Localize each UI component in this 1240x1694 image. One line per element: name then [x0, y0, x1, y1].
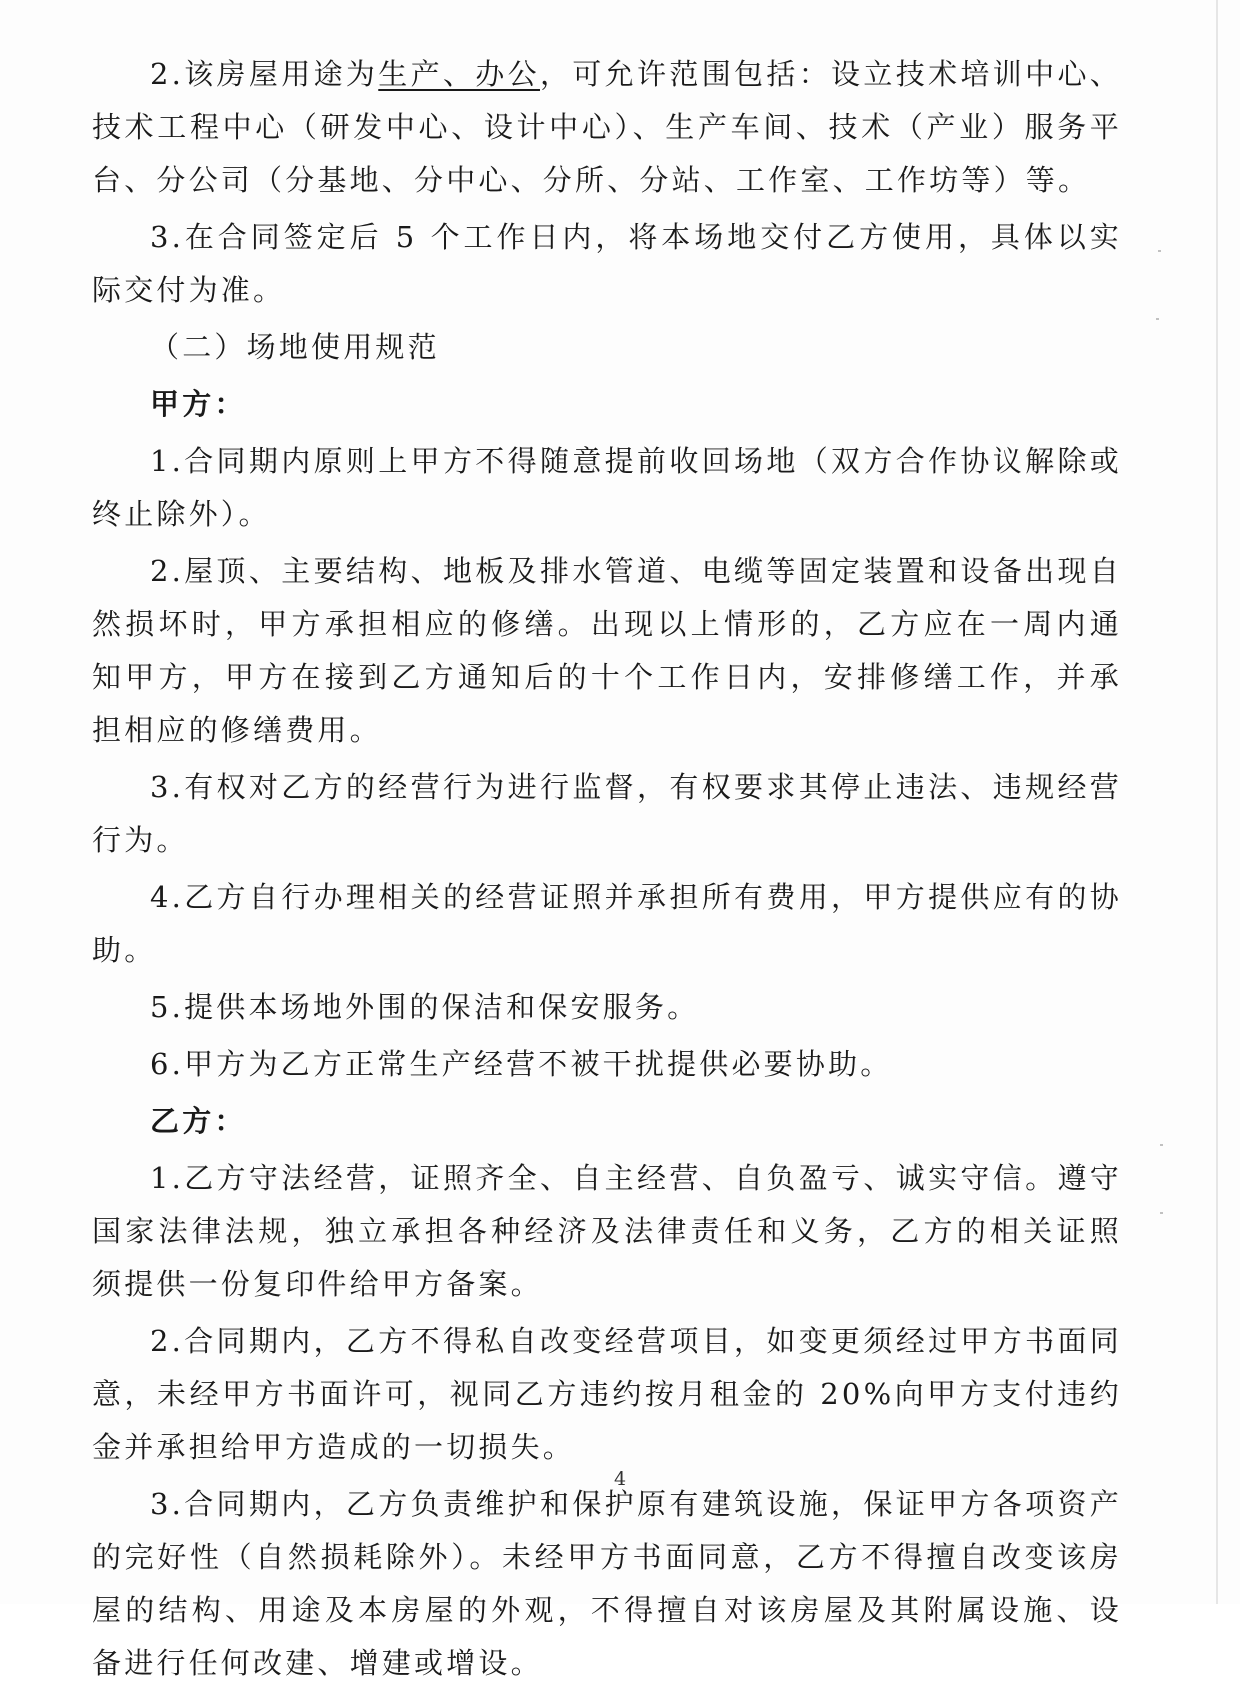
party-a-item-3: 3.有权对乙方的经营行为进行监督，有权要求其停止违法、违规经营行为。: [92, 770, 1122, 857]
party-a-item-2: 2.屋顶、主要结构、地板及排水管道、电缆等固定装置和设备出现自然损坏时，甲方承担相应的修缮。出现以上情形的，乙方应在一周内通知甲方，甲方在接到乙方通知后的十个工作日内，安排修缮工作，并承担相应的修缮费用。: [92, 554, 1122, 747]
paragraph-delivery: 3.在合同签定后 5 个工作日内，将本场地交付乙方使用，具体以实际交付为准。: [92, 220, 1122, 307]
party-b-item-2: 2.合同期内，乙方不得私自改变经营项目，如变更须经过甲方书面同意，未经甲方书面许可，视同乙方违约按月租金的 20%向甲方支付违约金并承担给甲方造成的一切损失。: [92, 1324, 1122, 1464]
party-a-item-6: 6.甲方为乙方正常生产经营不被干扰提供必要协助。: [150, 1047, 893, 1081]
paragraph-usage: [92, 48, 1122, 207]
scan-speck: [1158, 250, 1161, 252]
page-number: 4: [613, 1468, 627, 1490]
party-b-item-3: 3.合同期内，乙方负责维护和保护原有建筑设施，保证甲方各项资产的完好性（自然损耗除外）。未经甲方书面同意，乙方不得擅自改变该房屋的结构、用途及本房屋的外观，不得擅自对该房屋及其附属设施、设备进行任何改建、增建或增设。: [92, 1487, 1122, 1680]
party-a-item-1: 1.合同期内原则上甲方不得随意提前收回场地（双方合作协议解除或终止除外）。: [92, 444, 1122, 531]
usage-underlined: 生产、办公: [378, 57, 540, 91]
party-b-item-1: 1.乙方守法经营，证照齐全、自主经营、自负盈亏、诚实守信。遵守国家法律法规，独立承担各种经济及法律责任和义务，乙方的相关证照须提供一份复印件给甲方备案。: [92, 1161, 1122, 1301]
document-body: [92, 48, 1122, 1694]
usage-prefix: 2.该房屋用途为: [150, 57, 379, 91]
party-a-item-5: 5.提供本场地外围的保洁和保安服务。: [150, 990, 700, 1024]
scan-speck: [1160, 1212, 1163, 1214]
scan-speck: [1156, 318, 1159, 320]
party-a-item-4: 4.乙方自行办理相关的经营证照并承担所有费用，甲方提供应有的协助。: [92, 880, 1122, 967]
page-edge: [1216, 0, 1218, 1604]
section-heading: （二）场地使用规范: [150, 330, 440, 364]
usage-suffix: ，可允许范围包括：设立技术培训中心、技术工程中心（研发中心、设计中心）、生产车间、技术（产业）服务平台、分公司（分基地、分中心、分所、分站、工作室、工作坊等）等。: [92, 57, 1122, 197]
party-a-title: 甲方：: [150, 387, 247, 421]
party-b-title: 乙方：: [150, 1104, 247, 1138]
scan-speck: [1160, 1144, 1163, 1146]
